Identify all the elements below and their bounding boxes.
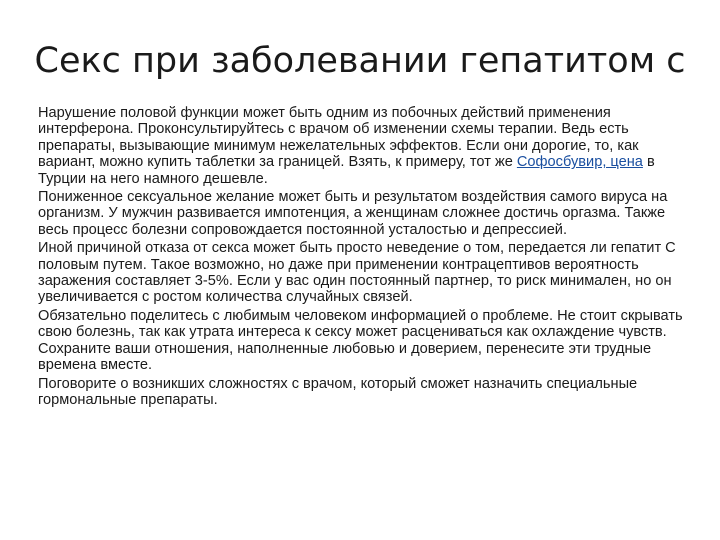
sofosbuvir-price-link[interactable]: Софосбувир, цена xyxy=(516,154,643,171)
paragraph-transmission: Иной причиной отказа от секса может быть просто неведение о том, передается ли гепатит С половым путем. Такое возможно, но даже при применении контрацептивов вероятность заражения составляет 3-5%. Если у вас один постоянный партнер, то риск минимален, но он увеличивается с ростом количества случайных связей. xyxy=(38,240,676,306)
paragraph-share-with-partner: Обязательно поделитесь с любимым человеком информацией о проблеме. Не стоит скрывать свою болезнь, так как утрата интереса к сексу может расцениваться как охлаждение чувств. Сохраните ваши отношения, наполненные любовью и доверием, перенесите эти трудные времена вместе. xyxy=(38,307,683,374)
paragraph-virus-effect: Пониженное сексуальное желание может быть и результатом воздействия самого вируса на организм. У мужчин развивается импотенция, а женщинам сложнее достичь оргазма. Также весь процесс болезни сопровождается постоянной усталостью и депрессией. xyxy=(38,189,668,238)
paragraph-consult-doctor: Поговорите о возникших сложностях с врачом, который сможет назначить специальные гормональные препараты. xyxy=(38,375,638,408)
slide-title: Секс при заболевании гепатитом с xyxy=(34,41,686,81)
paragraph-interferon-tail: в Турции на него намного дешевле. xyxy=(38,154,655,187)
slide-body xyxy=(38,105,688,410)
paragraph-interferon xyxy=(38,105,688,187)
paragraph-interferon-text: Нарушение половой функции может быть одним из побочных действий применения интерферона. Проконсультируйтесь с врачом об изменении схемы терапии. Ведь есть препараты, вызывающие минимум нежелательных эффектов. Если они дорогие, то, как вариант, можно купить таблетки за границей. Взять, к примеру, тот же xyxy=(38,105,639,171)
